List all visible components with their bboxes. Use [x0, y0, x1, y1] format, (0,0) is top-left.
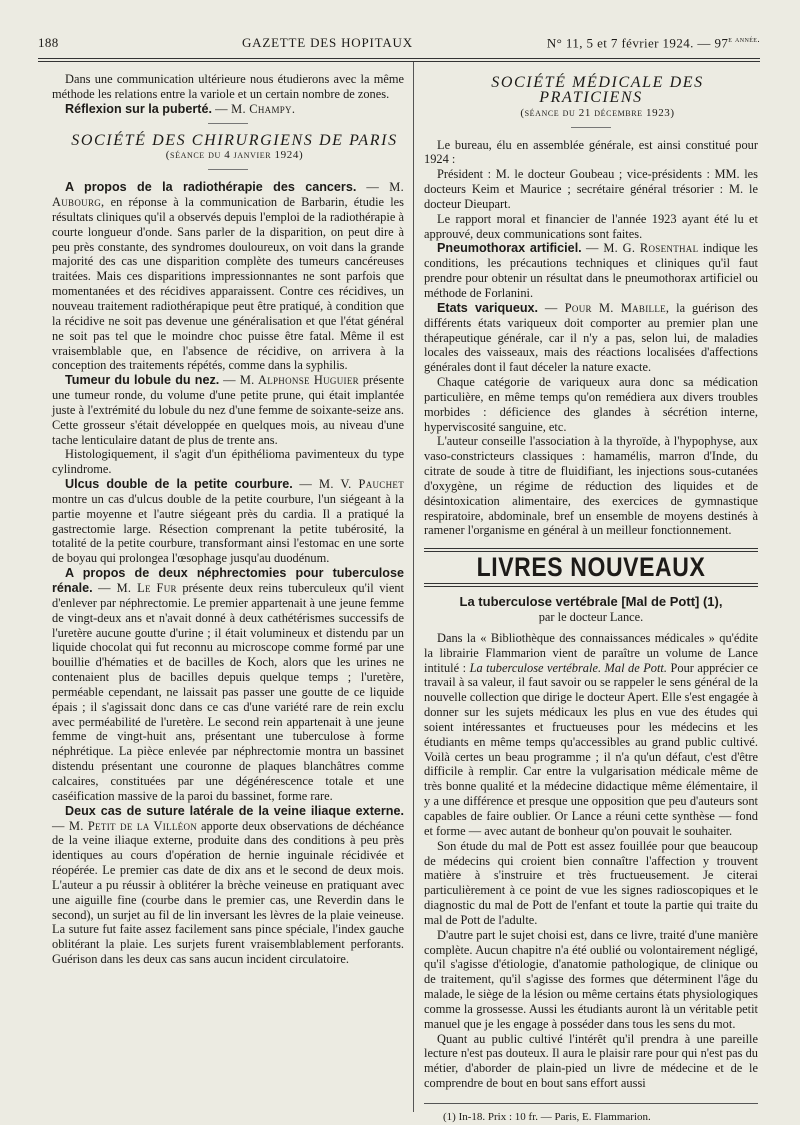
veine-text: apporte deux observations de déchéance de la veine iliaque externe, produite dans des conditions à peu près identiques au cours d'opération de hernie inguinale récidivée et réopérée. Le premier cas date de dix ans et le second de deux mois. L'auteur a pu réussir à oblitérer la brèche veineuse en pratiquant avec une aiguille fine (courbe dans le premier cas, une Reverdin dans le second), un surjet au fil de lin inversant les lèvres de la plaie veineuse. La suture fut faite assez facilement sans pince spéciale, l'index gauche oblitérant la plaie. Les surjets furent vraisemblablement perforants. Guérison dans les deux cas sans aucun incident circulatoire. [52, 818, 404, 967]
lobule-text: présente une tumeur ronde, du volume d'une petite prune, qui était implantée juste à l'extrémité du lobule du nez d'une femme de soixante-seize ans. Cette grosseur s'était développée en quelques mois, au niveau d'une tache lenticulaire datant de plus de trente ans. [52, 373, 404, 447]
book-paragraph-1 [424, 631, 758, 839]
lobule-paragraph [52, 373, 404, 447]
intro-paragraph: Dans une communication ultérieure nous étudierons avec la même méthode les relations entre la variole et un certain nombre de zones. [52, 72, 404, 101]
books-bottom-rule [424, 583, 758, 587]
radio-author: — M. Aubourg, [52, 180, 405, 210]
footnote: (1) In-18. Prix : 10 fr. — Paris, E. Flammarion. [443, 1111, 651, 1123]
pneumo-author: — M. G. Rosenthal [586, 241, 699, 256]
book-paragraph-2: Son étude du mal de Pott est assez fouillée pour que beaucoup de médecins qui croient bien connaître l'affection y trouvent matière à s'instruire et très fructueusement. Je citerai particulièrement à ce point de vue les signes radioscopiques et le diagnostic du mal de Pott de l'enfant et toute la partie qui traite du mal de Pott de l'adulte. [424, 838, 758, 927]
pneumo-text: indique les conditions, les précautions techniques et cliniques qu'il faut prendre pour obtenir un résultat dans le pneumothorax artificiel ou méthode de Forlanini. [424, 241, 758, 300]
varice-advice: L'auteur conseille l'association à la thyroïde, à l'hypophyse, aux vaso-constricteurs classiques : hamamélis, marron d'Inde, du citrate de soude à titre de fluidifiant, les injections sous-cutanées d'oxygène, un régime de réduction des liquides et de désintoxication alimentaire, des exercices de gymnastique respiratoire, abdominale, bref un ensemble de moyens destinés à ramener l'organisme en général à un meilleur fonctionnement. [424, 434, 758, 538]
nephro-rubric: A propos de deux néphrectomies pour tuberculose rénale. [52, 566, 404, 595]
chirurgiens-society-title: SOCIÉTÉ DES CHIRURGIENS DE PARIS [71, 131, 398, 149]
pneumo-paragraph [424, 241, 758, 300]
issue-text: N° 11, 5 et 7 février 1924. — 97 [546, 35, 729, 51]
section-separator [571, 127, 611, 128]
right-column [424, 72, 758, 1125]
radio-text: en réponse à la communication de Barbarin, étudie les résultats cliniques qu'il a observés depuis l'emploi de la radiothérapie à courte longueur d'onde. Sans parler de la disparition, on peut dire à peu près constante, des syndromes douloureux, on voit dans la grande majorité des cas une disparition complète des tumeurs cancéreuses traitées. Mais ces disparitions impressionnantes ne sont parfois que momentanées et des récidives apparaissent. Contre ces récidives, un nouveau traitement radiothérapique peut être pratiqué, à condition que la récidive ne soit pas devenue une généralisation et que l'état général ne soit pas tel que le moindre choc puisse être fatal. Même il est vraisemblable que, en l'absence de récidive, on arrivera à la conception des traitements répétés, comme dans la syphilis. [52, 195, 404, 373]
veine-author: — M. Petit de la Villéon [52, 818, 198, 833]
book-paragraph-4: Quant au public cultivé l'intérêt qu'il prendra à une pareille lecture n'est pas douteux. Il aura le plaisir rare pour qui n'est pas du métier, d'aborder de plain-pied un livre de médecine et de le comprendre de bout en bout sans effort aussi [424, 1031, 758, 1091]
praticiens-society-title: SOCIÉTÉ MÉDICALE DES PRATICIENS [491, 74, 704, 106]
issue-info [547, 34, 760, 51]
journal-title: GAZETTE DES HOPITAUX [241, 35, 413, 51]
ulcus-author: — M. V. Pauchet [299, 477, 404, 492]
bureau-paragraph: Le bureau, élu en assemblée générale, est ainsi constitué pour 1924 : [424, 137, 758, 167]
praticiens-session-date: (séance du 21 décembre 1923) [520, 106, 675, 119]
header-rule-second [38, 61, 760, 62]
ulcus-text: montre un cas d'ulcus double de la petite courbure, l'un siégeant à la partie moyenne et l'autre siégeant près du cardia. Il a pratiqué la gastrectomie large. Résection comprenant la petite tubérosité, la totalité de la petite courbure, transformant ainsi l'estomac en une sorte de boyau qui prolongea l'œsophage jusqu'au duodénum. [52, 491, 404, 566]
varice-text: la guérison des différents états variqueux doit comporter au premier plan une thérapeutique générale, car il n'y a pas, selon lui, de maladies locales des vaisseaux, mais des réactions localisées d'affections générales dont il faut déceler la nature exacte. [424, 300, 758, 375]
book-p1-rest: Pour apprécier ce travail à sa valeur, il faut savoir ou se rappeler le sens général de la nouvelle collection que dirige le docteur Apert. Elle s'est engagée à donner sur les sujets médicaux les plus en vue des études qui soient intéressantes et fructueuses pour les médecins et les étudiants en même temps qu'accessibles au grand public cultivé. Voilà certes un beau programme ; il n'a qu'un défaut, c'est d'être difficile à remplir. Car entre la vulgarisation médicale même de très bonne qualité et la médecine didactique même élémentaire, il y a une différence et presque une opposition que peu d'auteurs sont capables de faire oublier. Or Lance a réuni cette synthèse — fond et forme — avec autant de bonheur qu'on pouvait le souhaiter. [424, 660, 758, 838]
issue-year-suffix: e année. [728, 34, 760, 44]
running-head [38, 34, 760, 54]
books-heading: LIVRES NOUVEAUX [476, 552, 706, 583]
puberte-rubric: Réflexion sur la puberté. [65, 101, 212, 116]
book-paragraph-3: D'autre part le sujet choisi est, dans ce livre, traité d'une manière complète. Aucun chapitre n'a été oublié ou volontairement négligé, qu'il s'agisse d'étiologie, d'anatomie pathologique, de clinique ou de traitement, qu'il s'agisse des formes que déterminent l'âge du malade, le siège de la lésion ou même certains états physiologiques comme la grossesse. Aussi les étudiants auront là un véritable petit manuel que je les engage à posséder dans tous les sens du mot. [424, 927, 758, 1031]
varice-author: — Pour M. Mabille, [544, 300, 670, 315]
ulcus-paragraph [52, 477, 404, 566]
page-number: 188 [38, 35, 59, 51]
lobule-rubric: Tumeur du lobule du nez. [65, 373, 220, 388]
book-p1-title: La tuberculose vertébrale. Mal de Pott. [469, 660, 667, 675]
book-author: par le docteur Lance. [538, 610, 644, 624]
section-separator [208, 169, 248, 170]
lobule-author: — M. Alphonse Huguier [223, 373, 359, 388]
varice-rubric: Etats variqueux. [437, 300, 539, 315]
left-column [52, 72, 404, 967]
section-separator [208, 123, 248, 124]
column-divider [413, 62, 414, 1112]
bureau-report: Le rapport moral et financier de l'année 1923 ayant été lu et approuvé, deux communications sont faites. [424, 211, 758, 241]
veine-paragraph [52, 804, 404, 967]
chirurgiens-session-date: (séance du 4 janvier 1924) [165, 149, 304, 162]
book-title: La tuberculose vertébrale [Mal de Pott] (1), [459, 594, 723, 610]
lobule-histology: Histologiquement, il s'agit d'un épithélioma pavimenteux du type cylindrome. [52, 447, 404, 477]
varice-paragraph [424, 301, 758, 375]
veine-rubric: Deux cas de suture latérale de la veine iliaque externe. [65, 803, 404, 818]
header-rule [38, 58, 760, 59]
bureau-members: Président : M. le docteur Goubeau ; vice-présidents : MM. les docteurs Keim et Maurice ; secrétaire général trésorier : M. le docteur Dieupart. [424, 167, 758, 211]
nephro-text: présente deux reins tuberculeux qu'il vient d'enlever par néphrectomie. Le premier appartenait à une jeune femme de vingt-deux ans et n'avait donné à deux cathétérismes successifs de l'uretère aucune goutte d'urine ; il était volumineux et distendu par un liquide chocolat qui fut reconnu au microscope comme formé par une bouillie d'hématies et de bacilles de Koch, alors que les urines ne contenaient plus de bacilles depuis quelque temps ; l'uretère, perméable cependant, ne laissait pas passer une goutte de ce liquide épais ; il s'agissait donc dans ce cas d'une variété rare de rein exclu avec perméabilité de l'uretère. Le second rein appartenait à une jeune femme de vingt-huit ans, présentant une tuberculose à forme néphrétique. La pièce enlevée par néphrectomie montra un bassinet distendu présentant une couronne de plaques blanchâtres comme calcaires, constituées par une dégénérescence totale et une caséification massive de la paroi du bassinet, forme rare. [52, 581, 404, 803]
radio-paragraph [52, 180, 404, 373]
nephro-author: — M. Le Fur [98, 581, 177, 595]
book-p1-start: Dans la « Bibliothèque des connaissances médicales » qu'édite la librairie Flammarion vient de paraître un volume de Lance intitulé : [424, 630, 758, 675]
nephro-paragraph [52, 566, 404, 804]
ulcus-rubric: Ulcus double de la petite courbure. [65, 477, 293, 492]
varice-medication: Chaque catégorie de variqueux aura donc sa médication particulière, en même temps qu'on remédiera aux divers troubles morbides : déficience des glandes à sécrétion interne, hyperviscosité sanguine, etc. [424, 375, 758, 434]
puberte-author: — M. Champy. [215, 101, 296, 116]
footnote-rule [424, 1103, 758, 1104]
puberte-paragraph [52, 102, 404, 117]
radio-rubric: A propos de la radiothérapie des cancers. [65, 180, 357, 195]
pneumo-rubric: Pneumothorax artificiel. [437, 241, 582, 256]
